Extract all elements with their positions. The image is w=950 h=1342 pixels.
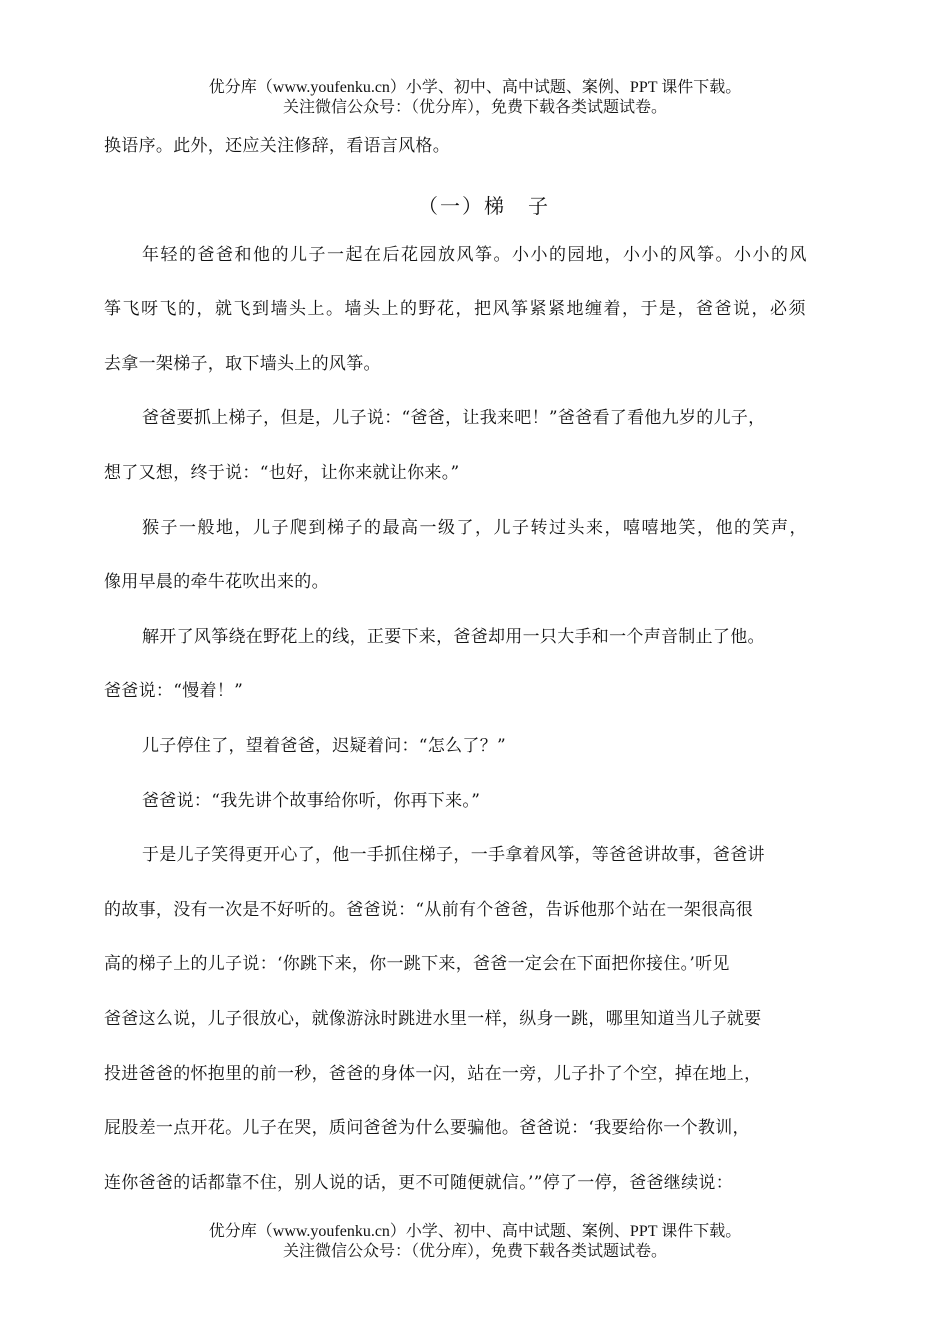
paragraph-line: 想了又想，终于说：“也好，让你来就让你来。” <box>104 462 460 483</box>
paragraph-line: 爸爸要抓上梯子，但是，儿子说：“爸爸，让我来吧！”爸爸看了看他九岁的儿子， <box>142 408 766 429</box>
header-banner <box>0 78 950 118</box>
paragraph-line: 的故事，没有一次是不好听的。爸爸说：“从前有个爸爸，告诉他那个站在一架很高很 <box>104 899 754 920</box>
paragraph-line: 爸爸这么说，儿子很放心，就像游泳时跳进水里一样，纵身一跳，哪里知道当儿子就要 <box>104 1008 762 1029</box>
section-title: （一）梯 子 <box>418 193 550 218</box>
paragraph-line: 去拿一架梯子，取下墙头上的风筝。 <box>104 353 381 374</box>
document-body <box>104 131 856 1222</box>
intro-line: 换语序。此外，还应关注修辞，看语言风格。 <box>104 136 450 156</box>
paragraph-line: 屁股差一点开花。儿子在哭，质问爸爸为什么要骗他。爸爸说：‘我要给你一个教训， <box>104 1118 750 1139</box>
header-line-1: 优分库（www.youfenku.cn）小学、初中、高中试题、案例、PPT 课件下载。 <box>208 79 742 96</box>
paragraph-line: 高的梯子上的儿子说：‘你跳下来，你一跳下来，爸爸一定会在下面把你接住。’听见 <box>104 954 730 975</box>
paragraph-line: 儿子停住了，望着爸爸，迟疑着问：“怎么了？” <box>142 735 506 756</box>
paragraph-line: 连你爸爸的话都靠不住，别人说的话，更不可随便就信。’”停了一停，爸爸继续说： <box>104 1172 733 1193</box>
paragraph-line: 年轻的爸爸和他的儿子一起在后花园放风筝。小小的园地，小小的风筝。小小的风 <box>142 244 808 265</box>
footer-line-2: 关注微信公众号：（优分库），免费下载各类试题试卷。 <box>282 1243 667 1260</box>
paragraph-line: 猴子一般地，儿子爬到梯子的最高一级了，儿子转过头来，嘻嘻地笑，他的笑声， <box>142 517 808 538</box>
paragraph-line: 解开了风筝绕在野花上的线，正要下来，爸爸却用一只大手和一个声音制止了他。 <box>142 626 765 647</box>
header-line-2: 关注微信公众号：（优分库），免费下载各类试题试卷。 <box>282 99 667 116</box>
paragraph-line: 像用早晨的牵牛花吹出来的。 <box>104 572 329 593</box>
footer-line-1: 优分库（www.youfenku.cn）小学、初中、高中试题、案例、PPT 课件下载。 <box>208 1223 742 1240</box>
paragraph-line: 爸爸说：“慢着！” <box>104 681 244 702</box>
paragraph-line: 筝飞呀飞的，就飞到墙头上。墙头上的野花，把风筝紧紧地缠着，于是，爸爸说，必须 <box>104 299 807 320</box>
paragraph-line: 爸爸说：“我先讲个故事给你听，你再下来。” <box>142 790 481 811</box>
paragraph-line: 投进爸爸的怀抱里的前一秒，爸爸的身体一闪，站在一旁，儿子扑了个空，掉在地上， <box>104 1063 762 1084</box>
footer-banner <box>0 1222 950 1262</box>
paragraph-line: 于是儿子笑得更开心了，他一手抓住梯子，一手拿着风筝，等爸爸讲故事，爸爸讲 <box>142 845 765 866</box>
